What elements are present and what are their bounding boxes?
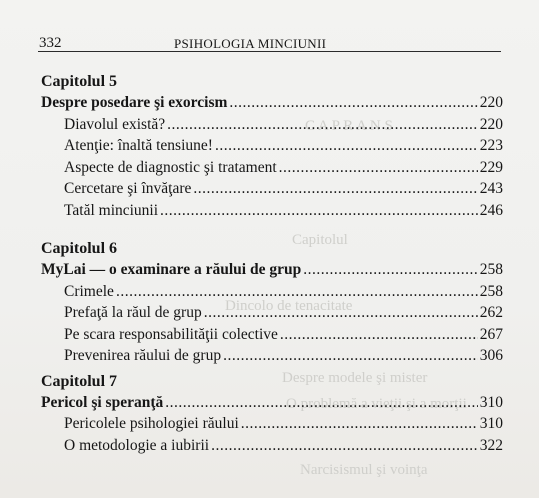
dot-leader	[280, 324, 478, 346]
toc-sub-entry	[41, 135, 503, 157]
page-ref: 306	[479, 347, 503, 364]
toc-sub-entry	[41, 435, 503, 457]
toc-sub-entry	[41, 200, 503, 222]
toc-sub-entry	[41, 345, 503, 367]
page-ref: 220	[479, 115, 503, 133]
bleed-through-text: O problemă a vieţii şi a morţii	[286, 396, 467, 412]
toc-sub-entry	[41, 157, 503, 179]
chapter-label: Capitolul 5	[41, 73, 118, 90]
chapter-label: Capitolul 7	[41, 372, 118, 390]
page-ref: 267	[479, 325, 503, 343]
toc-chapter-entry	[41, 259, 503, 281]
chapter-title: Pericol şi speranţă	[41, 393, 164, 411]
dot-leader	[116, 281, 478, 303]
toc-sub-entry	[41, 302, 503, 324]
dot-leader	[223, 345, 478, 367]
dot-leader	[165, 392, 477, 414]
toc-sub-entry	[41, 413, 503, 435]
section-title: Prefaţă la răul de grup	[64, 304, 202, 321]
page-number: 332	[39, 35, 62, 51]
dot-leader	[303, 259, 478, 281]
header-rule	[38, 51, 501, 52]
dot-leader	[167, 114, 478, 136]
dot-leader	[241, 413, 478, 435]
dot-leader	[204, 302, 478, 324]
section-gap	[41, 221, 503, 238]
bleed-through-text: Capitolul	[292, 232, 348, 248]
toc-sub-entry	[41, 281, 503, 303]
page-ref: 229	[479, 158, 503, 176]
section-title: Cercetare şi învăţare	[64, 180, 192, 197]
bleed-through-text: Despre modele şi mister	[282, 370, 428, 386]
section-title: Pericolele psihologiei răului	[64, 415, 239, 432]
page-ref: 220	[479, 94, 503, 111]
page-ref: 246	[479, 201, 503, 219]
page-ref: 310	[479, 415, 503, 432]
chapter-title: Despre posedare şi exorcism	[41, 94, 228, 111]
toc-chapter-entry	[41, 92, 503, 114]
bleed-through-text: C A P R A N S	[305, 118, 393, 134]
dot-leader	[160, 200, 478, 222]
chapter-title: MyLai — o examinare a răului de grup	[41, 261, 302, 278]
page-ref: 262	[479, 304, 503, 321]
dot-leader	[211, 435, 478, 457]
bleed-through-text: Dincolo de tenacitate	[225, 298, 353, 314]
section-title: Crimele	[64, 282, 114, 300]
chapter-label: Capitolul 6	[41, 240, 118, 257]
dot-leader	[193, 178, 477, 200]
toc-sub-entry	[41, 114, 503, 136]
toc-chapter-entry	[41, 392, 503, 414]
page-ref: 223	[479, 137, 503, 154]
toc-sub-entry	[41, 324, 503, 346]
dot-leader	[229, 92, 477, 114]
page-ref: 322	[479, 436, 503, 454]
page-ref: 310	[479, 393, 503, 411]
toc-sub-entry	[41, 178, 503, 200]
dot-leader	[279, 157, 478, 179]
section-title: O metodologie a iubirii	[64, 436, 210, 454]
section-title: Diavolul există?	[64, 115, 166, 133]
page-ref: 258	[479, 261, 503, 278]
page-ref: 258	[479, 282, 503, 300]
section-title: Pe scara responsabilităţii colective	[64, 325, 278, 343]
page-ref: 243	[479, 180, 503, 197]
bleed-through-text: Narcisismul şi voinţa	[300, 462, 428, 478]
section-title: Atenţie: înaltă tensiune!	[64, 137, 213, 154]
section-title: Prevenirea răului de grup	[64, 347, 222, 364]
section-title: Aspecte de diagnostic şi tratament	[64, 158, 277, 176]
section-title: Tatăl minciunii	[64, 201, 159, 219]
dot-leader	[215, 135, 478, 157]
table-of-contents	[41, 71, 503, 456]
running-title: PSIHOLOGIA MINCIUNII	[174, 36, 327, 51]
